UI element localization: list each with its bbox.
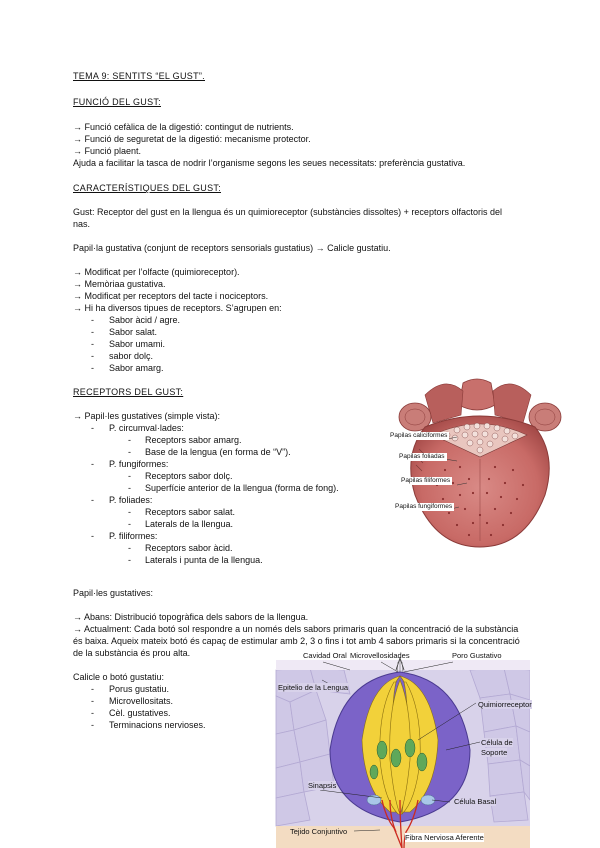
tongue-label: Papilas filiformes xyxy=(401,477,451,484)
papilla-group-item: Laterals de la llengua. xyxy=(145,519,234,529)
papilles-line: → Actualment: Cada botó sol respondre a un només dels sabors primaris quan la concentració de la substància xyxy=(73,624,519,634)
funcio-line: → Funció plaent. xyxy=(73,146,142,156)
bud-label: Poro Gustativo xyxy=(452,651,502,660)
papilla-group-item: Laterals i punta de la llengua. xyxy=(145,555,263,565)
bullet-dash: - xyxy=(128,483,131,493)
bullet-dash: - xyxy=(91,531,94,541)
funcio-line: Ajuda a facilitar la tasca de nodrir l’organisme segons les seues necessitats: preferència gustativa. xyxy=(73,158,466,168)
caract-arrow: → Hi ha diversos tipues de receptors. S’agrupen en: xyxy=(73,303,282,313)
sabor-item: Sabor salat. xyxy=(109,327,158,337)
sabor-item: sabor dolç. xyxy=(109,351,154,361)
tongue-label: Papilas foliadas xyxy=(399,453,445,460)
bud-label: Célula Basal xyxy=(454,797,497,806)
sabor-item: Sabor àcid / agre. xyxy=(109,315,181,325)
bullet-dash: - xyxy=(128,507,131,517)
bullet-dash: - xyxy=(128,447,131,457)
calicle-item: Terminacions nervioses. xyxy=(109,720,206,730)
calicle-item: Microvellositats. xyxy=(109,696,174,706)
bud-label: Célula de xyxy=(481,738,513,747)
papilla-line: Papil·la gustativa (conjunt de receptors sensorials gustatius) → Calicle gustatiu. xyxy=(73,243,391,253)
papilles-line: és baixa. Aqueix mateix botó és capaç de estimular amb 2, 3 o fins i tot amb 4 sabors primaris si la concentració xyxy=(73,636,520,646)
papilles-line: de la substància és prou alta. xyxy=(73,648,191,658)
funcio-line: → Funció de seguretat de la digestió: mecanisme protector. xyxy=(73,134,311,144)
bullet-dash: - xyxy=(91,459,94,469)
bullet-dash: - xyxy=(128,555,131,565)
papilla-group-item: Superfície anterior de la llengua (forma de fong). xyxy=(145,483,339,493)
bullet-dash: - xyxy=(91,327,94,337)
papilla-group-name: P. foliades: xyxy=(109,495,153,505)
calicle-item: Porus gustatiu. xyxy=(109,684,170,694)
papilla-group-item: Receptors sabor salat. xyxy=(145,507,236,517)
bullet-dash: - xyxy=(91,339,94,349)
gust-line: Gust: Receptor del gust en la llengua és un quimioreceptor (substàncies dissoltes) + receptors olfactoris del xyxy=(73,207,502,217)
bullet-dash: - xyxy=(91,720,94,730)
bud-label: Fibra Nerviosa Aferente xyxy=(405,833,484,842)
bud-label: Microvellosidades xyxy=(350,651,410,660)
papilla-group-item: Receptors sabor amarg. xyxy=(145,435,242,445)
papilla-group-name: P. fungiformes: xyxy=(109,459,169,469)
bullet-dash: - xyxy=(91,708,94,718)
heading-funcio: FUNCIÓ DEL GUST: xyxy=(73,97,161,107)
papilla-group-name: P. filiformes: xyxy=(109,531,158,541)
heading-papilles: Papil·les gustatives: xyxy=(73,588,154,598)
papilla-group-item: Receptors sabor àcid. xyxy=(145,543,233,553)
tongue-figure xyxy=(385,375,575,550)
papilla-group-name: P. circumval·lades: xyxy=(109,423,184,433)
tongue-label: Papilas caliciformes xyxy=(390,432,448,439)
bullet-dash: - xyxy=(128,543,131,553)
bud-label: Sinapsis xyxy=(308,781,337,790)
bud-label: Quimiorreceptor xyxy=(478,700,532,709)
heading-calicle: Calicle o botó gustatiu: xyxy=(73,672,165,682)
bullet-dash: - xyxy=(128,519,131,529)
papilles-line: → Abans: Distribució topogràfica dels sabors de la llengua. xyxy=(73,612,309,622)
bud-label: Epitelio de la Lengua xyxy=(278,683,349,692)
tongue-label: Papilas fungiformes xyxy=(395,503,453,510)
heading-receptors: RECEPTORS DEL GUST: xyxy=(73,387,184,397)
bullet-dash: - xyxy=(128,471,131,481)
bullet-dash: - xyxy=(91,696,94,706)
page-title: TEMA 9: SENTITS “EL GUST”. xyxy=(73,71,205,81)
gust-line: nas. xyxy=(73,219,91,229)
receptors-intro: → Papil·les gustatives (simple vista): xyxy=(73,411,221,421)
caract-arrow: → Modificat per receptors del tacte i nociceptors. xyxy=(73,291,269,301)
sabor-item: Sabor amarg. xyxy=(109,363,164,373)
bud-label: Cavidad Oral xyxy=(303,651,347,660)
funcio-line: → Funció cefàlica de la digestió: contingut de nutrients. xyxy=(73,122,294,132)
papilla-group-item: Base de la lengua (en forma de “V”). xyxy=(145,447,291,457)
bud-label: Soporte xyxy=(481,748,508,757)
heading-caracteristiques: CARACTERÍSTIQUES DEL GUST: xyxy=(73,183,221,193)
bullet-dash: - xyxy=(91,351,94,361)
bullet-dash: - xyxy=(91,684,94,694)
bud-label: Tejido Conjuntivo xyxy=(290,827,348,836)
sabor-item: Sabor umami. xyxy=(109,339,166,349)
bullet-dash: - xyxy=(91,363,94,373)
bullet-dash: - xyxy=(128,435,131,445)
tongue-back xyxy=(459,379,495,410)
papilla-group-item: Receptors sabor dolç. xyxy=(145,471,233,481)
bullet-dash: - xyxy=(91,315,94,325)
calicle-item: Cèl. gustatives. xyxy=(109,708,171,718)
bullet-dash: - xyxy=(91,423,94,433)
caract-arrow: → Memòriaa gustativa. xyxy=(73,279,166,289)
bullet-dash: - xyxy=(91,495,94,505)
caract-arrow: → Modificat per l’olfacte (quimioreceptor). xyxy=(73,267,240,277)
